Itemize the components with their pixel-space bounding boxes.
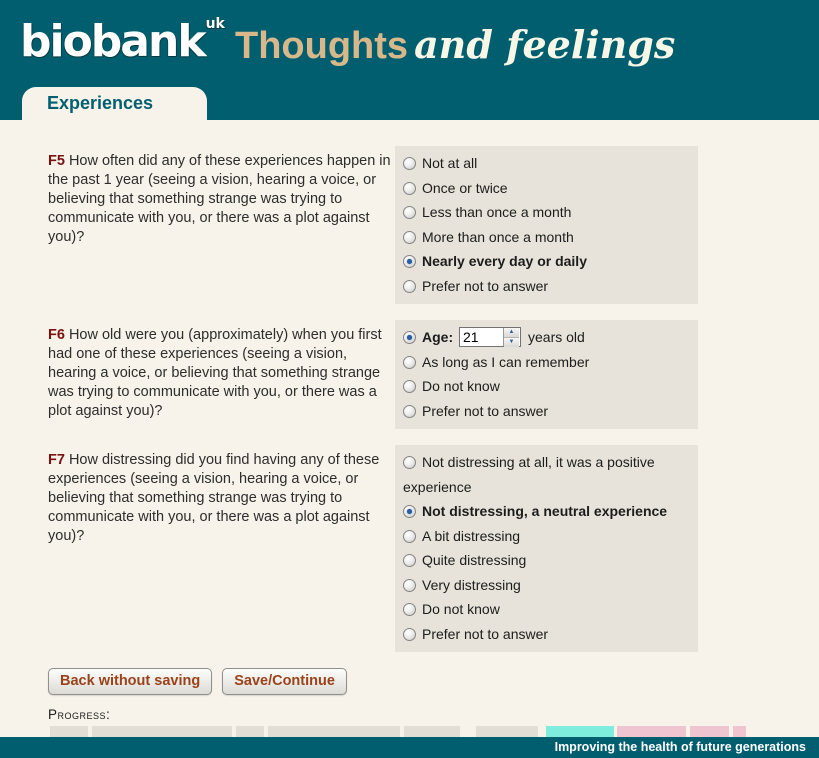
option-label: Not at all [422, 155, 478, 171]
title-thoughts: Thoughts [235, 25, 409, 67]
radio-button-icon[interactable] [403, 231, 416, 244]
page-title [235, 22, 675, 68]
progress-label: Progress: [48, 707, 111, 722]
radio-option[interactable] [403, 573, 690, 598]
question-list [0, 146, 819, 652]
radio-button-icon[interactable] [403, 280, 416, 293]
option-label: Do not know [422, 601, 500, 617]
option-label: Prefer not to answer [422, 277, 549, 294]
radio-option[interactable] [403, 274, 690, 299]
radio-option[interactable] [403, 622, 690, 647]
option-label: More than once a month [422, 228, 574, 245]
radio-button-icon[interactable] [403, 380, 416, 393]
spinner-down-icon[interactable]: ▼ [504, 338, 519, 347]
option-label: Do not know [422, 378, 500, 394]
question-row [48, 146, 819, 304]
age-suffix-label: years old [528, 329, 585, 345]
logo-text: biobank [20, 16, 205, 67]
option-label: As long as I can remember [422, 353, 590, 370]
question-body: How old were you (approximately) when you first had one of these experiences (seeing a vision, hearing a voice, or believing that something strange was trying to communicate with you, or there was a plot against you)? [48, 327, 382, 419]
radio-option[interactable] [403, 450, 690, 499]
option-label: Very distressing [422, 576, 521, 593]
radio-button-icon[interactable] [403, 206, 416, 219]
question-row [48, 320, 819, 429]
options-panel [395, 320, 698, 429]
biobank-logo [20, 16, 225, 67]
radio-option[interactable] [403, 200, 690, 225]
radio-button-icon[interactable] [403, 554, 416, 567]
button-bar [48, 668, 819, 695]
question-id: F6 [48, 327, 65, 343]
radio-option[interactable] [403, 524, 690, 549]
question-row [48, 445, 819, 652]
radio-option-age[interactable] [403, 325, 690, 350]
save-continue-button[interactable]: Save/Continue [222, 668, 347, 695]
radio-button-icon[interactable] [403, 505, 416, 518]
radio-option[interactable] [403, 225, 690, 250]
radio-button-icon[interactable] [403, 579, 416, 592]
radio-button-icon[interactable] [403, 157, 416, 170]
question-body: How often did any of these experiences happen in the past 1 year (seeing a vision, hearing a voice, or believing that something strange was trying to communicate with you, or there was a plot against you)? [48, 153, 391, 245]
option-label: Not distressing at all, it was a positive experience [403, 454, 655, 495]
radio-option[interactable] [403, 548, 690, 573]
logo-uk-superscript: uk [205, 16, 225, 32]
question-id: F5 [48, 153, 65, 169]
radio-option[interactable] [403, 249, 690, 274]
questionnaire [0, 120, 819, 738]
option-label: Less than once a month [422, 204, 572, 220]
option-label: Prefer not to answer [422, 625, 549, 642]
question-text [48, 445, 395, 546]
radio-button-icon[interactable] [403, 331, 416, 344]
radio-option[interactable] [403, 176, 690, 201]
radio-button-icon[interactable] [403, 603, 416, 616]
title-and-feelings: and feelings [414, 22, 676, 67]
spinner-up-icon[interactable]: ▲ [504, 328, 519, 338]
options-panel [395, 146, 698, 304]
age-input[interactable] [460, 328, 503, 346]
radio-button-icon[interactable] [403, 530, 416, 543]
radio-option[interactable] [403, 597, 690, 622]
options-panel [395, 445, 698, 652]
radio-button-icon[interactable] [403, 456, 416, 469]
question-id: F7 [48, 452, 65, 468]
option-label: Nearly every day or daily [422, 253, 587, 269]
radio-button-icon[interactable] [403, 182, 416, 195]
option-label: Once or twice [422, 179, 508, 196]
radio-button-icon[interactable] [403, 255, 416, 268]
option-label: Prefer not to answer [422, 402, 549, 419]
spinner-arrows-icon[interactable] [503, 328, 519, 346]
question-text [48, 320, 395, 421]
option-label: Quite distressing [422, 552, 527, 568]
radio-button-icon[interactable] [403, 628, 416, 641]
radio-option[interactable] [403, 399, 690, 424]
radio-option[interactable] [403, 151, 690, 176]
age-prefix-label: Age: [422, 329, 454, 345]
radio-button-icon[interactable] [403, 356, 416, 369]
tab-experiences[interactable] [22, 87, 207, 120]
question-body: How distressing did you find having any of these experiences (seeing a vision, hearing a voice, or believing that something strange was trying to communicate with you, or there was a plot against you)? [48, 452, 380, 544]
question-text [48, 146, 395, 247]
radio-option[interactable] [403, 499, 690, 524]
back-without-saving-button[interactable]: Back without saving [48, 668, 212, 695]
age-input-box [459, 327, 521, 347]
radio-option[interactable] [403, 374, 690, 399]
option-label: Not distressing, a neutral experience [422, 503, 668, 519]
footer-tagline: Improving the health of future generations [554, 740, 806, 754]
header [0, 0, 819, 120]
tab-label: Experiences [47, 93, 154, 113]
footer [0, 737, 819, 758]
radio-button-icon[interactable] [403, 405, 416, 418]
option-label: A bit distressing [422, 527, 521, 544]
radio-option[interactable] [403, 350, 690, 375]
